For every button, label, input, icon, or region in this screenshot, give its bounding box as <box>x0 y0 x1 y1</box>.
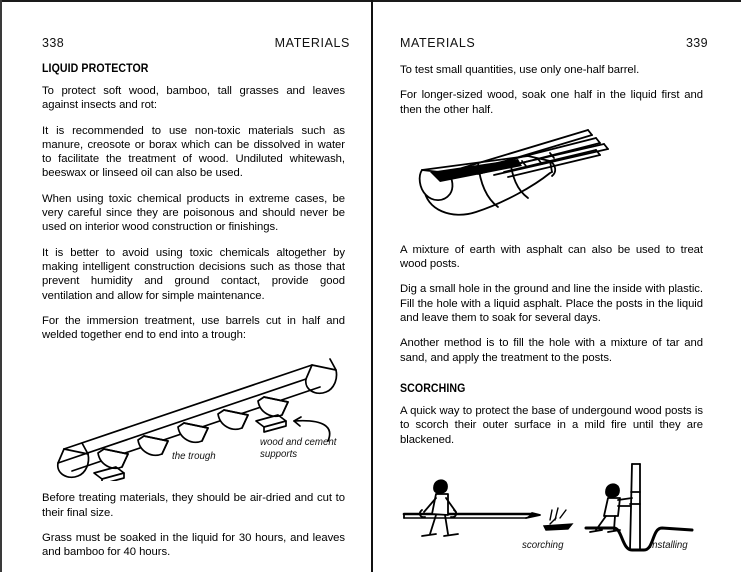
right-page-body <box>400 63 703 568</box>
left-running-head-title: MATERIALS <box>274 36 350 50</box>
paragraph: A mixture of earth with asphalt can also be used to treat wood posts. <box>400 243 703 271</box>
left-page-body <box>42 63 345 560</box>
paragraph: Grass must be soaked in the liquid for 30 hours, and leaves and bamboo for 40 hours. <box>42 532 345 559</box>
left-running-head <box>42 36 350 52</box>
left-page <box>42 0 372 572</box>
left-page-number: 338 <box>42 36 65 50</box>
paragraph: For longer-sized wood, soak one half in the liquid first and then the other half. <box>400 89 703 116</box>
trough-label-caption: the trough <box>172 451 216 463</box>
paragraph: Dig a small hole in the ground and line the inside with plastic. Fill the hole with a liquid asphalt. Place the posts in the liquid and leave them to soak for several days. <box>400 283 703 325</box>
section-heading-liquid-protector: LIQUID PROTECTOR <box>42 63 149 75</box>
section-heading-scorching: SCORCHING <box>400 382 466 395</box>
trough-figure <box>42 353 372 481</box>
right-running-head-title: MATERIALS <box>400 36 476 50</box>
supports-label-caption-line1: wood and cement <box>260 437 337 449</box>
scan-edge-left <box>0 0 2 572</box>
right-running-head <box>400 36 708 52</box>
paragraph: For the immersion treatment, use barrels cut in half and welded together end to end into a trough: <box>42 314 345 342</box>
supports-label-caption-line2: supports <box>260 449 298 461</box>
paragraph: When using toxic chemical products in extreme cases, be very careful since they are poisonous and should never be used on interior wood construction or finishings. <box>42 192 345 234</box>
paragraph: To protect soft wood, bamboo, tall grasses and leaves against insects and rot: <box>42 85 345 112</box>
paragraph: To test small quantities, use only one-half barrel. <box>400 64 640 76</box>
half-barrel-drawing <box>400 128 730 233</box>
half-barrel-figure <box>400 128 730 233</box>
paragraph: It is better to avoid using toxic chemicals altogether by making intelligent construction decisions such as those that prevent humidity and ground contact, provide good ventilation and allow for simple maintenance. <box>42 246 345 302</box>
right-page <box>400 0 730 572</box>
paragraph: Another method is to fill the hole with a mixture of tar and sand, and apply the treatment to the posts. <box>400 337 703 364</box>
scorching-caption: scorching <box>522 539 564 551</box>
paragraph: It is recommended to use non-toxic materials such as manure, creosote or borax which can be dissolved in water to facilitate the treatment of wood. Undiluted whitewash, beeswax or linseed oil can also be used. <box>42 124 345 180</box>
paragraph: Before treating materials, they should be air-dried and cut to their final size. <box>42 492 345 519</box>
paragraph: A quick way to protect the base of undergound wood posts is to scorch their outer surface in a mild fire until they are blackened. <box>400 404 703 446</box>
installing-caption: installing <box>650 539 688 551</box>
scorching-installing-figure <box>400 458 730 568</box>
right-page-number: 339 <box>685 36 708 50</box>
